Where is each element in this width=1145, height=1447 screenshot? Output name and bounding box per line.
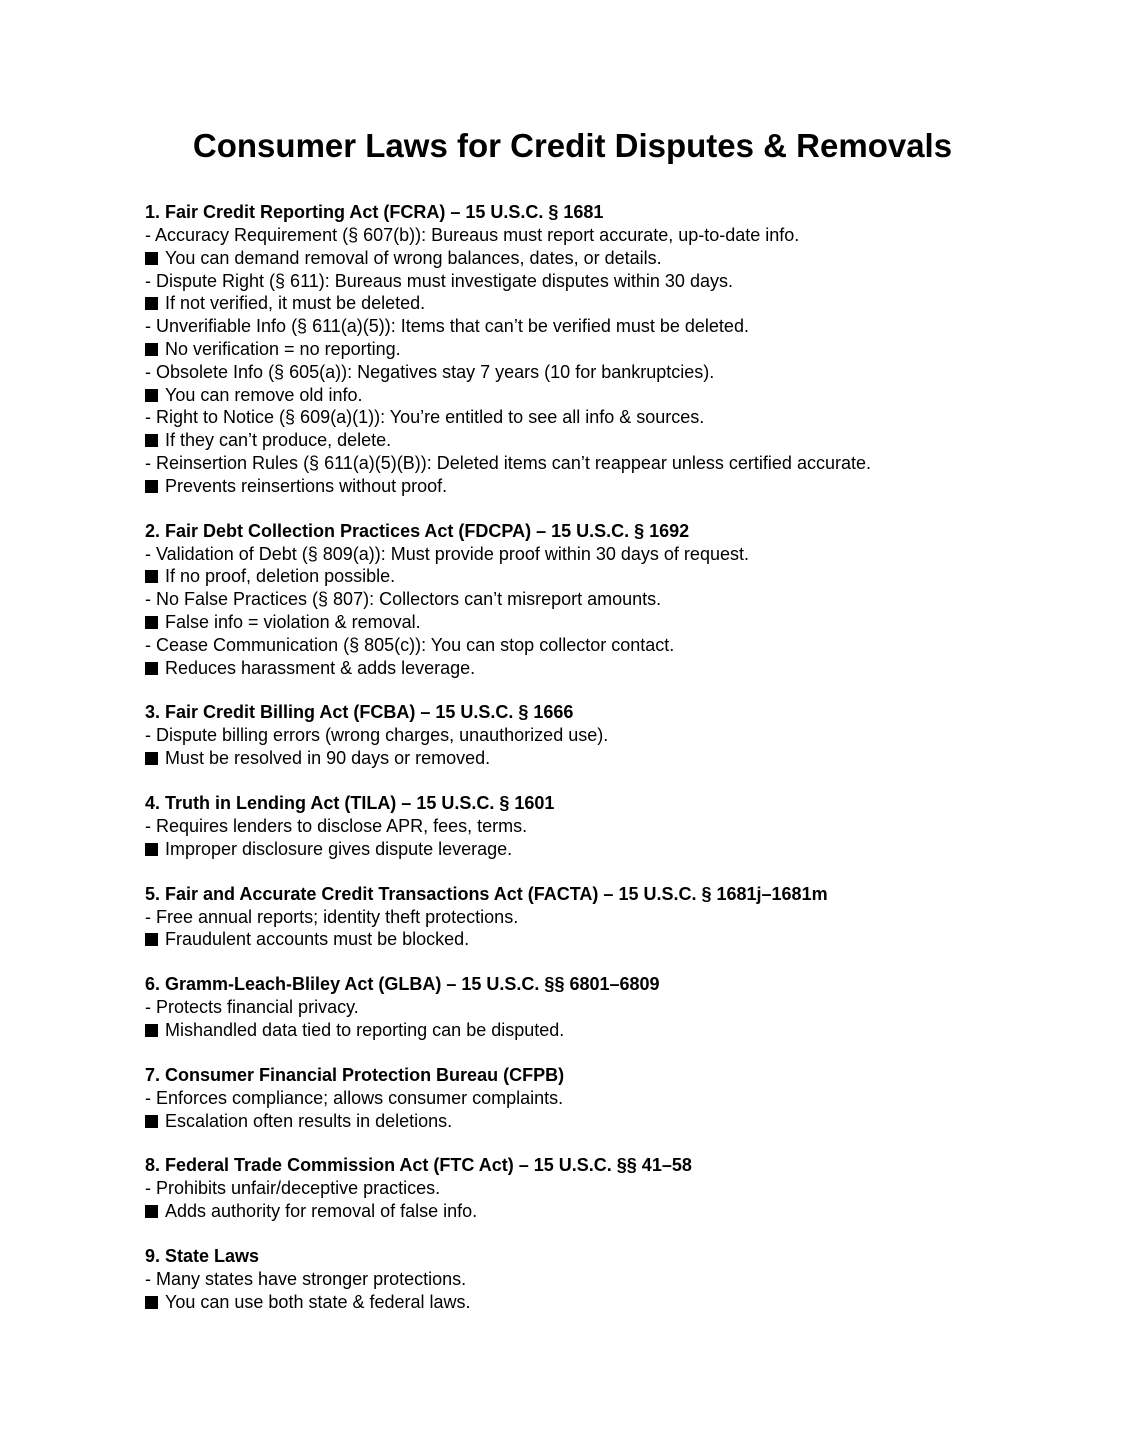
provision-line [145, 361, 1045, 384]
black-square-icon [145, 1024, 158, 1037]
line-text: You can demand removal of wrong balances, dates, or details. [165, 247, 662, 268]
bullet-point [145, 1110, 1045, 1133]
line-text: You can remove old info. [165, 384, 363, 405]
line-text: - Cease Communication (§ 805(c)): You can stop collector contact. [145, 634, 675, 655]
section-heading: 2. Fair Debt Collection Practices Act (FDCPA) – 15 U.S.C. § 1692 [145, 520, 690, 541]
line-text: - Validation of Debt (§ 809(a)): Must provide proof within 30 days of request. [145, 543, 749, 564]
section-heading: 1. Fair Credit Reporting Act (FCRA) – 15 U.S.C. § 1681 [145, 202, 604, 222]
line-text: Mishandled data tied to reporting can be disputed. [165, 1019, 565, 1040]
section-heading: 8. Federal Trade Commission Act (FTC Act) – 15 U.S.C. §§ 41–58 [145, 1155, 692, 1176]
black-square-icon [145, 252, 158, 265]
provision-line [145, 996, 1045, 1019]
provision-line [145, 224, 1045, 247]
black-square-icon [145, 933, 158, 946]
line-text: False info = violation & removal. [165, 611, 421, 632]
black-square-icon [145, 1115, 158, 1128]
line-text: If no proof, deletion possible. [165, 566, 396, 587]
law-section [145, 1154, 1045, 1223]
provision-line [145, 1268, 1045, 1291]
line-text: - Right to Notice (§ 609(a)(1)): You’re entitled to see all info & sources. [145, 407, 705, 428]
bullet-point [145, 611, 1045, 634]
line-text: - Obsolete Info (§ 605(a)): Negatives stay 7 years (10 for bankruptcies). [145, 361, 715, 382]
provision-line [145, 1087, 1045, 1110]
line-text: No verification = no reporting. [165, 338, 401, 359]
provision-line [145, 634, 1045, 657]
line-text: - Dispute billing errors (wrong charges, unauthorized use). [145, 725, 609, 746]
bullet-point [145, 928, 1045, 951]
line-text: Reduces harassment & adds leverage. [165, 657, 476, 678]
law-section [145, 792, 1045, 861]
provision-line [145, 315, 1045, 338]
bullet-point [145, 1291, 1045, 1314]
provision-line [145, 724, 1045, 747]
black-square-icon [145, 1296, 158, 1309]
line-text: Must be resolved in 90 days or removed. [165, 748, 491, 769]
law-section [145, 883, 1045, 952]
bullet-point [145, 1019, 1045, 1042]
line-text: - Protects financial privacy. [145, 997, 359, 1018]
law-section [145, 973, 1045, 1042]
black-square-icon [145, 662, 158, 675]
section-heading: 5. Fair and Accurate Credit Transactions Act (FACTA) – 15 U.S.C. § 1681j–1681m [145, 883, 828, 904]
law-section [145, 1245, 1045, 1314]
black-square-icon [145, 843, 158, 856]
provision-line [145, 815, 1045, 838]
page-title: Consumer Laws for Credit Disputes & Removals [192, 127, 953, 164]
law-section [145, 520, 1045, 680]
line-text: - Unverifiable Info (§ 611(a)(5)): Items that can’t be verified must be deleted. [145, 316, 749, 337]
black-square-icon [145, 480, 158, 493]
line-text: If not verified, it must be deleted. [165, 293, 426, 314]
line-text: - Prohibits unfair/deceptive practices. [145, 1178, 441, 1199]
black-square-icon [145, 570, 158, 583]
section-heading: 7. Consumer Financial Protection Bureau (CFPB) [145, 1064, 565, 1085]
line-text: - Reinsertion Rules (§ 611(a)(5)(B)): Deleted items can’t reappear unless certified accurate. [145, 452, 871, 473]
provision-line [145, 906, 1045, 929]
line-text: - No False Practices (§ 807): Collectors can’t misreport amounts. [145, 589, 662, 610]
law-section [145, 701, 1045, 770]
law-section [145, 1064, 1045, 1133]
black-square-icon [145, 297, 158, 310]
line-text: - Free annual reports; identity theft protections. [145, 906, 519, 927]
provision-line [145, 452, 1045, 475]
section-heading: 3. Fair Credit Billing Act (FCBA) – 15 U.S.C. § 1666 [145, 702, 574, 723]
line-text: You can use both state & federal laws. [165, 1291, 471, 1312]
provision-line [145, 1177, 1045, 1200]
section-heading: 4. Truth in Lending Act (TILA) – 15 U.S.C. § 1601 [145, 792, 555, 813]
provision-line [145, 588, 1045, 611]
section-heading: 9. State Laws [145, 1245, 260, 1266]
provision-line [145, 270, 1045, 293]
line-text: Escalation often results in deletions. [165, 1110, 453, 1131]
line-text: Adds authority for removal of false info. [165, 1201, 478, 1222]
bullet-point [145, 565, 1045, 588]
bullet-point [145, 429, 1045, 452]
bullet-point [145, 384, 1045, 407]
bullet-point [145, 1200, 1045, 1223]
line-text: - Enforces compliance; allows consumer complaints. [145, 1087, 564, 1108]
black-square-icon [145, 389, 158, 402]
line-text: - Accuracy Requirement (§ 607(b)): Bureaus must report accurate, up-to-date info. [145, 225, 800, 245]
law-sections [145, 201, 1045, 1336]
line-text: - Dispute Right (§ 611): Bureaus must investigate disputes within 30 days. [145, 270, 733, 291]
provision-line [145, 406, 1045, 429]
line-text: - Many states have stronger protections. [145, 1268, 467, 1289]
line-text: Fraudulent accounts must be blocked. [165, 929, 470, 950]
line-text: Improper disclosure gives dispute leverage. [165, 838, 513, 859]
bullet-point [145, 838, 1045, 861]
bullet-point [145, 338, 1045, 361]
law-section [145, 201, 1045, 498]
black-square-icon [145, 752, 158, 765]
provision-line [145, 543, 1045, 566]
bullet-point [145, 657, 1045, 680]
bullet-point [145, 247, 1045, 270]
line-text: - Requires lenders to disclose APR, fees, terms. [145, 815, 528, 836]
line-text: Prevents reinsertions without proof. [165, 475, 448, 496]
bullet-point [145, 292, 1045, 315]
bullet-point [145, 747, 1045, 770]
black-square-icon [145, 1205, 158, 1218]
line-text: If they can’t produce, delete. [165, 430, 392, 451]
black-square-icon [145, 343, 158, 356]
section-heading: 6. Gramm-Leach-Bliley Act (GLBA) – 15 U.S.C. §§ 6801–6809 [145, 974, 660, 995]
bullet-point [145, 475, 1045, 498]
black-square-icon [145, 434, 158, 447]
black-square-icon [145, 616, 158, 629]
